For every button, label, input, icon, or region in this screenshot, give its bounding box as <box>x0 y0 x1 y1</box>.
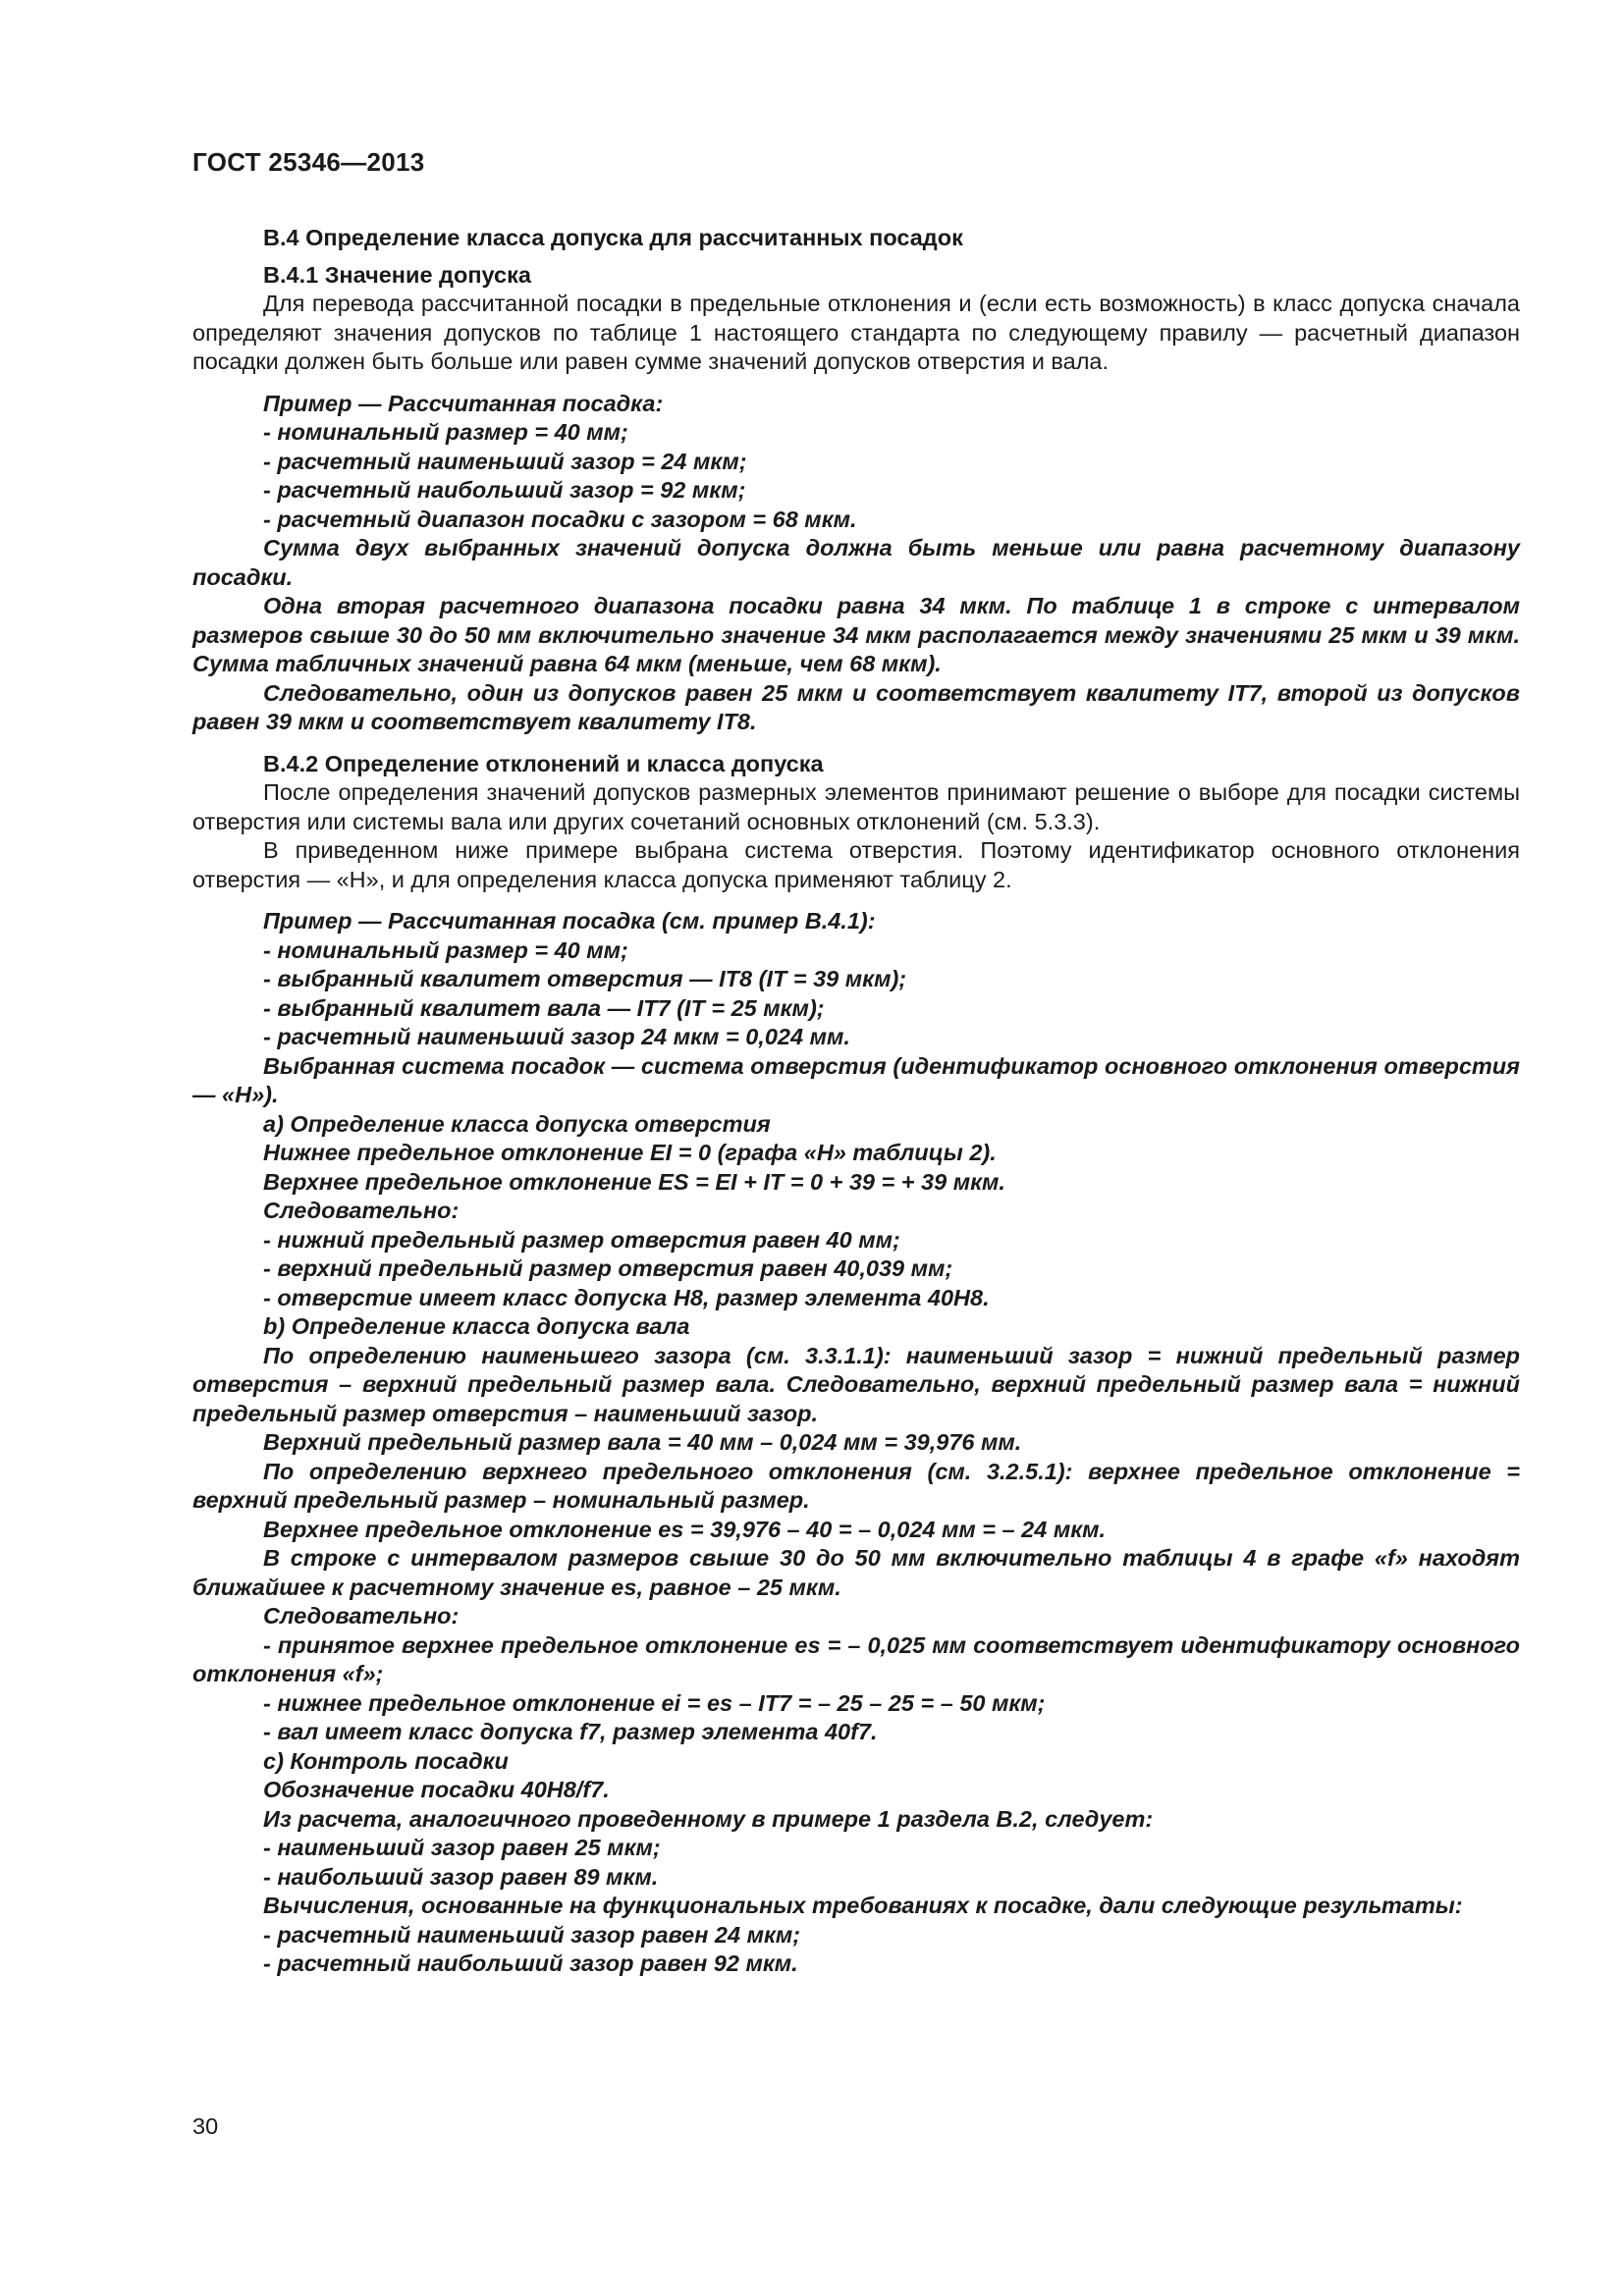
paragraph: По определению наименьшего зазора (см. 3.3.1.1): наименьший зазор = нижний предельный размер отверстия – верхний предельный размер вала. Следовательно, верхний предельный размер вала = нижний предельный размер отверстия – наименьший зазор. <box>192 1342 1520 1426</box>
paragraph: - номинальный размер = 40 мм; <box>263 419 628 445</box>
paragraph: - наибольший зазор равен 89 мкм. <box>263 1863 659 1890</box>
paragraph: - принятое верхнее предельное отклонение es = – 0,025 мм соответствует идентификатору основного отклонения «f»; <box>192 1631 1520 1686</box>
paragraph: - расчетный наименьший зазор = 24 мкм; <box>263 448 747 474</box>
body-text <box>192 224 1520 1979</box>
paragraph: b) Определение класса допуска вала <box>263 1313 690 1339</box>
paragraph: Следовательно: <box>263 1603 460 1629</box>
paragraph: a) Определение класса допуска отверстия <box>263 1110 771 1137</box>
paragraph: - нижний предельный размер отверстия равен 40 мм; <box>263 1226 900 1253</box>
paragraph: В строке с интервалом размеров свыше 30 до 50 мм включительно таблицы 4 в графе «f» находят ближайшее к расчетному значение es, равное – 25 мкм. <box>192 1545 1520 1600</box>
standard-header: ГОСТ 25346—2013 <box>192 147 425 177</box>
paragraph: - верхний предельный размер отверстия равен 40,039 мм; <box>263 1255 953 1281</box>
paragraph: - расчетный наименьший зазор 24 мкм = 0,024 мм. <box>263 1024 850 1049</box>
paragraph: - расчетный наибольший зазор равен 92 мкм. <box>263 1950 798 1976</box>
paragraph: Вычисления, основанные на функциональных требованиях к посадке, дали следующие результаты: <box>263 1893 1463 1918</box>
paragraph: Следовательно: <box>263 1198 460 1223</box>
paragraph: Следовательно, один из допусков равен 25 мкм и соответствует квалитету IT7, второй из допусков равен 39 мкм и соответствует квалитету IT8. <box>192 679 1520 734</box>
paragraph: Нижнее предельное отклонение EI = 0 (графа «H» таблицы 2). <box>263 1140 997 1165</box>
paragraph: Выбранная система посадок — система отверстия (идентификатор основного отклонения отверстия — «H»). <box>192 1052 1520 1107</box>
section-heading: В.4.2 Определение отклонений и класса допуска <box>263 750 824 776</box>
paragraph: c) Контроль посадки <box>263 1747 509 1774</box>
paragraph: Одна вторая расчетного диапазона посадки равна 34 мкм. По таблице 1 в строке с интервалом размеров свыше 30 до 50 мм включительно значение 34 мкм располагается между значениями 25 мкм и 39 мкм. Сумма табличных значений равна 64 мкм (меньше, чем 68 мкм). <box>192 593 1520 676</box>
paragraph: После определения значений допусков размерных элементов принимают решение о выборе для посадки системы отверстия или системы вала или других сочетаний основных отклонений (см. 5.3.3). <box>192 779 1520 834</box>
paragraph: - нижнее предельное отклонение ei = es – IT7 = – 25 – 25 = – 50 мкм; <box>263 1689 1046 1716</box>
paragraph: - выбранный квалитет вала — IT7 (IT = 25 мкм); <box>263 994 825 1021</box>
paragraph: - расчетный наибольший зазор = 92 мкм; <box>263 477 746 503</box>
paragraph: Верхнее предельное отклонение ES = EI + IT = 0 + 39 = + 39 мкм. <box>263 1168 1005 1195</box>
paragraph: - вал имеет класс допуска f7, размер элемента 40f7. <box>263 1719 878 1744</box>
paragraph: По определению верхнего предельного отклонения (см. 3.2.5.1): верхнее предельное отклонение = верхний предельный размер – номинальный размер. <box>192 1458 1520 1513</box>
paragraph: Сумма двух выбранных значений допуска должна быть меньше или равна расчетному диапазону посадки. <box>192 535 1520 590</box>
paragraph: Из расчета, аналогичного проведенному в примере 1 раздела В.2, следует: <box>263 1805 1154 1832</box>
paragraph: - номинальный размер = 40 мм; <box>263 936 628 963</box>
paragraph: Пример — Рассчитанная посадка (см. пример В.4.1): <box>263 908 876 934</box>
paragraph: Для перевода рассчитанной посадки в предельные отклонения и (если есть возможность) в класс допуска сначала определяют значения допусков по таблице 1 настоящего стандарта по следующему правилу — расчетный диапазон посадки должен быть больше или равен сумме значений допусков отверстия и вала. <box>192 291 1520 374</box>
paragraph: - расчетный диапазон посадки с зазором = 68 мкм. <box>263 506 857 532</box>
paragraph: В приведенном ниже примере выбрана система отверстия. Поэтому идентификатор основного отклонения отверстия — «H», и для определения класса допуска применяют таблицу 2. <box>192 837 1520 892</box>
paragraph: Пример — Рассчитанная посадка: <box>263 390 664 416</box>
section-heading: В.4 Определение класса допуска для рассчитанных посадок <box>263 225 963 250</box>
paragraph: Верхний предельный размер вала = 40 мм – 0,024 мм = 39,976 мм. <box>263 1429 1022 1455</box>
paragraph: Обозначение посадки 40H8/f7. <box>263 1777 610 1802</box>
section-heading: В.4.1 Значение допуска <box>263 261 531 288</box>
paragraph: - наименьший зазор равен 25 мкм; <box>263 1835 661 1860</box>
page-number: 30 <box>192 2113 219 2139</box>
paragraph: - расчетный наименьший зазор равен 24 мкм; <box>263 1921 801 1948</box>
paragraph: - выбранный квалитет отверстия — IT8 (IT = 39 мкм); <box>263 966 907 991</box>
paragraph: Верхнее предельное отклонение es = 39,976 – 40 = – 0,024 мм = – 24 мкм. <box>263 1516 1107 1542</box>
paragraph: - отверстие имеет класс допуска H8, размер элемента 40H8. <box>263 1284 990 1310</box>
